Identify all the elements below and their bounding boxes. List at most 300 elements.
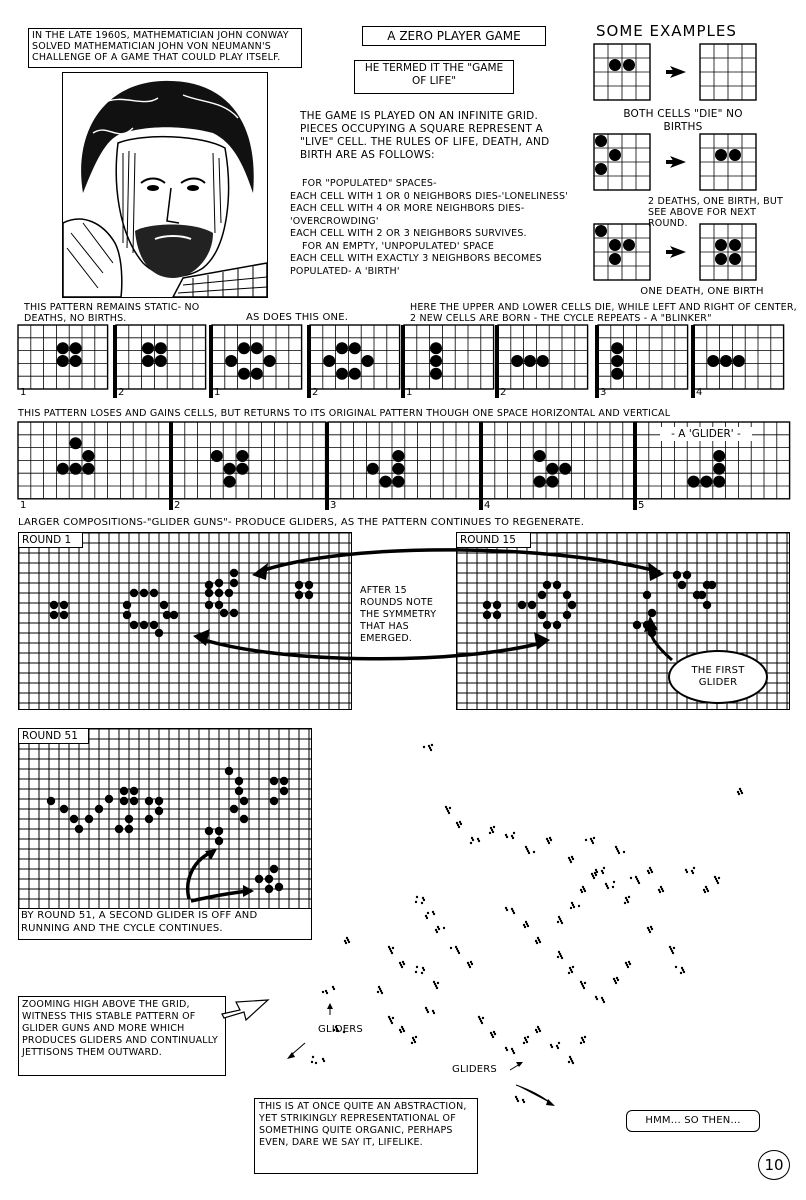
round51-cell [115, 825, 123, 833]
zoom-cell [624, 902, 626, 904]
zoom-cell [557, 1047, 559, 1049]
glider-frame-cell [713, 463, 725, 475]
round51-cell [255, 875, 263, 883]
round51-cell [240, 815, 248, 823]
row1-frame-cell [611, 368, 623, 380]
zoom-cell [528, 852, 530, 854]
round1-cell [140, 621, 148, 629]
example-before-cell [609, 253, 621, 265]
example-before-cell [609, 239, 621, 251]
zoom-cell [536, 1031, 538, 1033]
rule-survives: EACH CELL WITH 2 OR 3 NEIGHBORS SURVIVES. [290, 228, 527, 239]
round1-cell [50, 611, 58, 619]
round1-cell [220, 609, 228, 617]
row1-frame-cell [142, 342, 154, 354]
glider-caption: THIS PATTERN LOSES AND GAINS CELLS, BUT RETURNS TO ITS ORIGINAL PATTERN THOUGH ONE SPACE HORIZONTAL AND VERTICAL [18, 408, 671, 419]
round1-cell [205, 581, 213, 589]
zoom-cell [377, 991, 379, 993]
zoom-cell [603, 1001, 605, 1003]
round1-cell [123, 611, 131, 619]
zoom-cell [403, 1030, 405, 1032]
zoom-cell [494, 1033, 496, 1035]
round15-label: ROUND 15 [456, 532, 531, 548]
zoom-cell [572, 1062, 574, 1064]
gliders-label-2: GLIDERS [452, 1064, 497, 1075]
zoom-cell [333, 988, 335, 990]
abstraction-caption: THIS IS AT ONCE QUITE AN ABSTRACTION, YET STRIKINGLY REPRESENTATIONAL OF SOMETHING QUITE ORGANIC, PERHAPS EVEN, DARE WE SAY IT, LIFELIKE. [254, 1098, 478, 1174]
row1-frame-grid [598, 325, 688, 389]
round1-cell [230, 569, 238, 577]
example-after-cell [715, 239, 727, 251]
zoom-cell [492, 831, 494, 833]
row1-frame-cell [362, 355, 374, 367]
zoom-cell [580, 1042, 582, 1044]
row1-frame-cell [336, 368, 348, 380]
zoom-cell [437, 982, 439, 984]
row1-frame-cell [537, 355, 549, 367]
zoom-cell [472, 839, 474, 841]
round15-cell [563, 611, 571, 619]
glider-frame-number: 5 [638, 500, 645, 511]
row1-frame-cell [264, 355, 276, 367]
zoom-cell [524, 926, 526, 928]
zoom-cell [584, 1036, 586, 1038]
zoom-cell [381, 992, 383, 994]
zoom-cell [506, 909, 508, 911]
zoom-cell [430, 749, 432, 751]
zoom-cell [651, 871, 653, 873]
zoom-cell [471, 963, 473, 965]
zoom-cell [427, 1011, 429, 1013]
row1-divider [595, 325, 599, 398]
glider-frame-cell [546, 476, 558, 488]
round15-cell [643, 591, 651, 599]
zoom-cell [415, 1036, 417, 1038]
round1-cell [160, 601, 168, 609]
example-caption-2: 2 DEATHS, ONE BIRTH, BUT SEE ABOVE FOR NEXT ROUND. [648, 196, 784, 229]
round15-cell [493, 611, 501, 619]
round51-cell [225, 767, 233, 775]
zoom-cell [312, 1056, 314, 1058]
zoom-cell [416, 966, 418, 968]
zoom-cell [433, 1012, 435, 1014]
example-after-cell [729, 149, 741, 161]
round1-cell [230, 609, 238, 617]
zoom-cell [571, 971, 573, 973]
rule-loneliness: EACH CELL WITH 1 OR 0 NEIGHBORS DIES-'LONELINESS' [290, 190, 569, 202]
zoom-cell [717, 882, 719, 884]
round1-cell [60, 611, 68, 619]
row1-frame-cell [720, 355, 732, 367]
zoom-cell [513, 832, 515, 834]
round1-label: ROUND 1 [18, 532, 83, 548]
round15-cell [538, 611, 546, 619]
round51-cell [120, 787, 128, 795]
zoom-cell [572, 858, 574, 860]
zoom-cell [596, 998, 598, 1000]
example-before-cell [609, 59, 621, 71]
round1-panel [18, 532, 352, 710]
zoom-cell [581, 891, 583, 893]
row1-frame-number: 2 [312, 387, 319, 398]
round1-cells [19, 533, 351, 709]
zoom-cell [458, 952, 460, 954]
round15-cell [678, 581, 686, 589]
row1-frame-cell [251, 342, 263, 354]
example-before-cell [595, 135, 607, 147]
zoom-cell [426, 917, 428, 919]
row1-frame-cell [733, 355, 745, 367]
gliders-label-1: GLIDERS [318, 1024, 363, 1035]
round51-arrowhead-right [243, 885, 254, 897]
zoom-cell [539, 941, 541, 943]
zoom-cell [612, 886, 614, 888]
zoom-cell [322, 991, 324, 993]
zoom-cell [423, 746, 425, 748]
round51-cell [205, 827, 213, 835]
round51-cell [125, 825, 133, 833]
zoom-cell [741, 792, 743, 794]
row1-frame-cell [349, 368, 361, 380]
example-before-cell [595, 225, 607, 237]
glider-frame-cell [236, 450, 248, 462]
round51-cell [130, 797, 138, 805]
zoom-cell [326, 992, 328, 994]
rule-birth: EACH CELL WITH EXACTLY 3 NEIGHBORS BECOMES POPULATED- A 'BIRTH' [290, 253, 542, 277]
zoom-cell [315, 1062, 317, 1064]
round1-cell [215, 579, 223, 587]
round15-cell [648, 629, 656, 637]
round15-cell [538, 591, 546, 599]
zoom-cell [662, 890, 664, 892]
zoom-cell [592, 842, 594, 844]
zoom-cell [649, 931, 651, 933]
round51-caption: BY ROUND 51, A SECOND GLIDER IS OFF AND RUNNING AND THE CYCLE CONTINUES. [18, 908, 312, 940]
example-after-cell [715, 149, 727, 161]
round15-cell [703, 601, 711, 609]
round51-cell [120, 797, 128, 805]
round51-cell [270, 777, 278, 785]
zoom-cell [415, 901, 417, 903]
round51-cell [47, 797, 55, 805]
round1-cell [130, 621, 138, 629]
glider-frame-number: 2 [174, 500, 181, 511]
round15-cell [543, 621, 551, 629]
zoom-cell [470, 842, 472, 844]
row1-frame-cell [251, 368, 263, 380]
zoom-cell [738, 793, 740, 795]
glider-frame-grid [482, 422, 636, 499]
glider-frame-cell [713, 450, 725, 462]
row1-frame-number: 2 [118, 387, 125, 398]
zoom-cell [718, 877, 720, 879]
example-before-cell [623, 59, 635, 71]
glider-label: - A 'GLIDER' - [660, 427, 752, 441]
round1-cell [205, 589, 213, 597]
glider-frame-cell [367, 463, 379, 475]
glider-divider [169, 422, 173, 510]
zoom-cell [323, 1060, 325, 1062]
zoom-cell [403, 963, 405, 965]
zoom-cell [513, 1052, 515, 1054]
row1-frame-grid-border [598, 325, 688, 389]
zoom-cell [421, 972, 423, 974]
round51-cell [75, 825, 83, 833]
glider-frame-cell [211, 450, 223, 462]
row1-divider [113, 325, 117, 398]
zoom-cell [629, 963, 631, 965]
zoom-field [360, 740, 800, 1120]
zoom-caption: ZOOMING HIGH ABOVE THE GRID, WITNESS THIS STABLE PATTERN OF GLIDER GUNS AND MORE WHICH PRODUCES GLIDERS AND CONTINUALLY JETTISONS THEM OUTWARD. [18, 996, 226, 1076]
zoom-cell [414, 1041, 416, 1043]
row1-frame-cell [238, 368, 250, 380]
row1-frame-cell [430, 368, 442, 380]
glider-frame-cell [236, 463, 248, 475]
round15-cell [528, 601, 536, 609]
round15-cell [483, 601, 491, 609]
row1-frame-cell [511, 355, 523, 367]
zoom-cell [623, 851, 625, 853]
zoom-cell [568, 972, 570, 974]
glider-frame-cell [82, 463, 94, 475]
row1-frame-cell [430, 355, 442, 367]
zoom-cell [506, 836, 508, 838]
zoom-cell [493, 826, 495, 828]
zoom-cell [595, 874, 597, 876]
glider-frame-cell [70, 437, 82, 449]
zoom-cell [450, 947, 452, 949]
round51-arrow-right [191, 891, 249, 901]
zoom-cell [572, 966, 574, 968]
example-after-grid [700, 44, 756, 100]
zoom-cell [400, 1031, 402, 1033]
round15-cell [568, 601, 576, 609]
row1-frame-cell [707, 355, 719, 367]
zoom-cell [613, 881, 615, 883]
zoom-cell [348, 941, 350, 943]
zoom-cell [573, 906, 575, 908]
glider-frame-cell [392, 476, 404, 488]
round51-cell [145, 815, 153, 823]
round1-cell [305, 591, 313, 599]
zoom-cell [578, 905, 580, 907]
zoom-cell [659, 891, 661, 893]
zoom-cell [460, 823, 462, 825]
zoom-cell [438, 928, 440, 930]
example-after-cell [715, 253, 727, 265]
title-box: A ZERO PLAYER GAME [362, 26, 546, 46]
zoom-cell [489, 832, 491, 834]
zoom-cell [618, 852, 620, 854]
row1-frame-cell [336, 342, 348, 354]
rules-intro: THE GAME IS PLAYED ON AN INFINITE GRID. PIECES OCCUPYING A SQUARE REPRESENT A "LIVE" CELL. THE RULES OF LIFE, DEATH, AND BIRTH ARE AS FOLLOWS: [300, 110, 550, 161]
round51-cell [215, 837, 223, 845]
row1-frame-cell [323, 355, 335, 367]
round15-cell [553, 621, 561, 629]
glider-frame-cell [82, 450, 94, 462]
example-caption-1: BOTH CELLS "DIE" NO BIRTHS [623, 108, 743, 133]
round51-cell [145, 797, 153, 805]
round15-cell [673, 571, 681, 579]
round15-cell [543, 581, 551, 589]
round15-cell [698, 591, 706, 599]
zoom-cell [693, 867, 695, 869]
zoom-cell [570, 907, 572, 909]
zoom-cell [615, 982, 617, 984]
round1-cell [130, 589, 138, 597]
round51-cells [19, 729, 311, 909]
glider-frame-cell [713, 476, 725, 488]
round51-cell [280, 777, 288, 785]
glider-frame-cell [380, 476, 392, 488]
zoom-cell [415, 971, 417, 973]
example-before-grid [594, 44, 650, 100]
glider-divider [633, 422, 637, 510]
zoom-cell [675, 966, 677, 968]
zoom-cell [683, 971, 685, 973]
zoom-cell [603, 867, 605, 869]
first-glider-bubble: THE FIRST GLIDER [668, 650, 768, 704]
row1-frame-number: 4 [696, 387, 703, 398]
round51-cell [280, 787, 288, 795]
round51-panel [18, 728, 312, 910]
row1-frame-number: 2 [500, 387, 507, 398]
round15-cell [643, 621, 651, 629]
also-caption: AS DOES THIS ONE. [246, 312, 349, 323]
zoom-cell [539, 1030, 541, 1032]
zoom-cell [651, 928, 653, 930]
zoom-cell [707, 890, 709, 892]
glider-frame-cell [559, 463, 571, 475]
round1-cell [150, 589, 158, 597]
round51-cell [105, 795, 113, 803]
example-grids-svg [0, 0, 806, 300]
glider-frame-cell [534, 476, 546, 488]
zoom-cell [517, 1100, 519, 1102]
examples-title: SOME EXAMPLES [596, 22, 737, 40]
intro-caption: IN THE LATE 1960S, MATHEMATICIAN JOHN CONWAY SOLVED MATHEMATICIAN JOHN VON NEUMANN'S CHALLENGE OF A GAME THAT COULD PLAY ITSELF. [28, 28, 302, 68]
zoom-cell [411, 1042, 413, 1044]
row1-frame-number: 3 [600, 387, 607, 398]
zoom-cell [416, 896, 418, 898]
zoom-cell [568, 1061, 570, 1063]
round1-cell [205, 601, 213, 609]
zoom-cell [548, 842, 550, 844]
example-grids [0, 0, 806, 300]
zoom-cell [584, 982, 586, 984]
row1-divider [495, 325, 499, 398]
zoom-cell [423, 899, 425, 901]
example-after-cell [729, 253, 741, 265]
round51-label: ROUND 51 [18, 728, 89, 744]
zoom-cell [648, 872, 650, 874]
row1-frame-cell [57, 355, 69, 367]
glider-divider [325, 422, 329, 510]
zoom-cell [513, 912, 515, 914]
row1-grids-svg [18, 325, 788, 398]
glider-frame-grid [328, 422, 482, 499]
zoom-cell [478, 840, 480, 842]
round15-cell [553, 581, 561, 589]
zoom-cell [638, 882, 640, 884]
zoom-cell [436, 931, 438, 933]
round1-cell [155, 629, 163, 637]
zoom-cell [311, 1061, 313, 1063]
example-after-cell [729, 239, 741, 251]
zoom-cell [469, 966, 471, 968]
example-before-cell [609, 149, 621, 161]
row1-frame-cell [155, 342, 167, 354]
zoom-cell [593, 837, 595, 839]
row1-frame-grid [404, 325, 494, 389]
round51-cell [125, 815, 133, 823]
zoom-cell [627, 966, 629, 968]
zoom-cell [536, 942, 538, 944]
round51-cell [275, 883, 283, 891]
round51-cell [155, 807, 163, 815]
zoom-cell [512, 837, 514, 839]
zoom-cell [551, 1046, 553, 1048]
zoom-cell [433, 913, 435, 915]
row1-divider [691, 325, 695, 398]
zoom-cell [585, 839, 587, 841]
round51-cell [60, 805, 68, 813]
round51-cell [240, 797, 248, 805]
round1-cell [170, 611, 178, 619]
row1-frame-number: 1 [406, 387, 413, 398]
zoom-cell [449, 807, 451, 809]
round51-cell [270, 797, 278, 805]
row1-frame-cell [524, 355, 536, 367]
glider-frame-number: 1 [20, 500, 27, 511]
example-after-grid [700, 224, 756, 280]
zoom-cell [492, 1036, 494, 1038]
zoom-cell [686, 871, 688, 873]
zoom-cell [557, 956, 559, 958]
zoom-cell [561, 922, 563, 924]
row1-frame-cell [611, 355, 623, 367]
glider-frame-cell [392, 450, 404, 462]
zoom-cell [630, 877, 632, 879]
row1-frame-grid-border [404, 325, 494, 389]
zoom-cell [436, 987, 438, 989]
zoom-cell [550, 839, 552, 841]
glider-frame-number: 4 [484, 500, 491, 511]
row1-divider [307, 325, 311, 398]
row1-frame-cell [238, 342, 250, 354]
rule-overcrowding: EACH CELL WITH 4 OR MORE NEIGHBORS DIES-'OVERCROWDING' [290, 203, 525, 227]
round15-cell [703, 581, 711, 589]
round1-cell [215, 601, 223, 609]
glider-frame-cell [70, 463, 82, 475]
round51-cell [265, 875, 273, 883]
round15-cell [493, 601, 501, 609]
glider-frame-cell [534, 450, 546, 462]
round51-cell [265, 885, 273, 893]
zoom-cell [570, 861, 572, 863]
zoom-cell [583, 987, 585, 989]
symmetry-caption: AFTER 15 ROUNDS NOTE THE SYMMETRY THAT HAS EMERGED. [360, 585, 437, 644]
round51-cell [270, 865, 278, 873]
zoom-cell [526, 1041, 528, 1043]
round1-cell [230, 579, 238, 587]
round15-cell [563, 591, 571, 599]
zoom-cell [527, 925, 529, 927]
glider-frame-grid [18, 422, 172, 499]
zoom-cell [680, 972, 682, 974]
row1-divider [401, 325, 405, 398]
row1-frame-cell [155, 355, 167, 367]
